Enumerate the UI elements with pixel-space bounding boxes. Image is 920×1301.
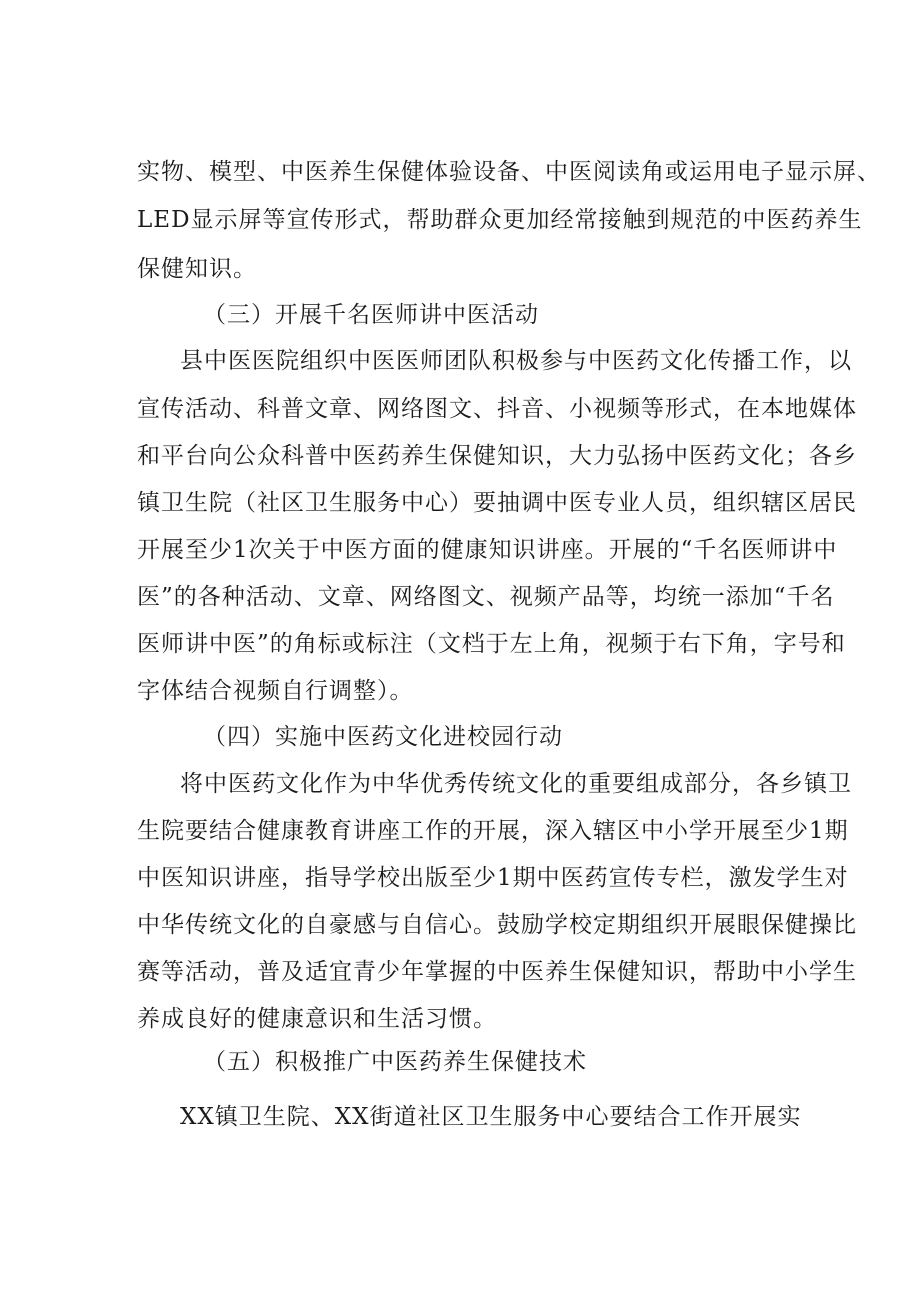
section-heading-5: （五）积极推广中医药养生保健技术: [203, 1049, 587, 1075]
paragraph-line: 养成良好的健康意识和生活习惯。: [137, 1006, 497, 1032]
paragraph-line: 中医知识讲座，指导学校出版至少1期中医药宣传专栏，激发学生对: [137, 865, 849, 891]
paragraph-line: 保健知识。: [137, 256, 257, 282]
paragraph-line: 县中医医院组织中医医师团队积极参与中医药文化传播工作，以: [180, 348, 852, 374]
paragraph-line: 中华传统文化的自豪感与自信心。鼓励学校定期组织开展眼保健操比: [137, 912, 857, 938]
paragraph-line: 实物、模型、中医养生保健体验设备、中医阅读角或运用电子显示屏、: [137, 159, 881, 185]
paragraph-line: LED显示屏等宣传形式，帮助群众更加经常接触到规范的中医药养生: [137, 207, 863, 233]
paragraph-line: 医”的各种活动、文章、网络图文、视频产品等，均统一添加“千名: [137, 584, 835, 610]
paragraph-line: 赛等活动，普及适宜青少年掌握的中医养生保健知识，帮助中小学生: [137, 959, 857, 985]
paragraph-line: 开展至少1次关于中医方面的健康知识讲座。开展的“千名医师讲中: [137, 537, 838, 563]
paragraph-line: XX镇卫生院、XX街道社区卫生服务中心要结合工作开展实: [180, 1104, 802, 1130]
paragraph-line: 生院要结合健康教育讲座工作的开展，深入辖区中小学开展至少1期: [137, 818, 849, 844]
paragraph-line: 医师讲中医”的角标或标注（文档于左上角，视频于右下角，字号和: [137, 631, 846, 657]
paragraph-line: 将中医药文化作为中华优秀传统文化的重要组成部分，各乡镇卫: [180, 771, 852, 797]
paragraph-line: 宣传活动、科普文章、网络图文、抖音、小视频等形式，在本地媒体: [137, 396, 857, 422]
section-heading-4: （四）实施中医药文化进校园行动: [203, 724, 563, 750]
paragraph-line: 字体结合视频自行调整）。: [137, 678, 414, 704]
paragraph-line: 镇卫生院（社区卫生服务中心）要抽调中医专业人员，组织辖区居民: [137, 490, 857, 516]
section-heading-3: （三）开展千名医师讲中医活动: [203, 302, 539, 328]
paragraph-line: 和平台向公众科普中医药养生保健知识，大力弘扬中医药文化；各乡: [137, 443, 857, 469]
